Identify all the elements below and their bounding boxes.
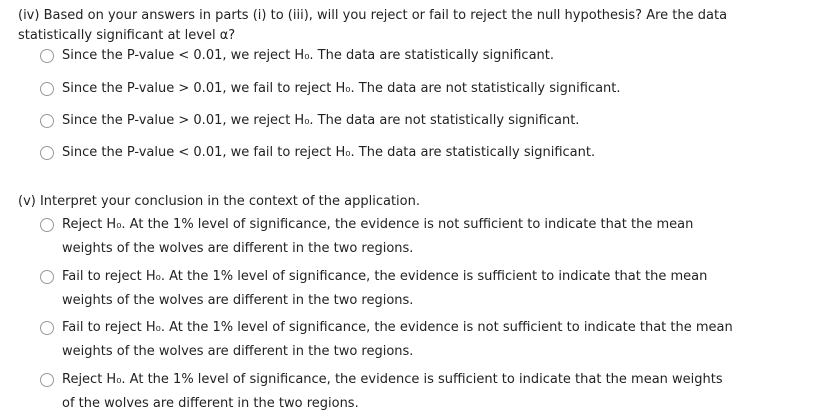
- radio-button[interactable]: [40, 321, 54, 335]
- q5-option-2-line1: Fail to reject H₀. At the 1% level of significance, the evidence is sufficient to indicate that the mean: [62, 269, 708, 284]
- question-iv-prompt: [18, 6, 818, 46]
- q5-option-1[interactable]: [40, 215, 820, 261]
- q5-option-4-label: [62, 368, 723, 416]
- question-iv-line1: (iv) Based on your answers in parts (i) to (iii), will you reject or fail to reject the null hypothesis? Are the data: [18, 8, 728, 23]
- radio-button[interactable]: [40, 218, 54, 232]
- q5-option-1-line2: weights of the wolves are different in the two regions.: [62, 241, 414, 256]
- radio-button[interactable]: [40, 146, 54, 160]
- q5-option-4-line2: of the wolves are different in the two regions.: [62, 396, 359, 411]
- q4-option-2-label: Since the P-value > 0.01, we fail to reject H₀. The data are not statistically significant.: [62, 81, 621, 96]
- q5-option-3-label: [62, 316, 733, 364]
- q5-option-3-line2: weights of the wolves are different in the two regions.: [62, 344, 414, 359]
- q5-option-4[interactable]: [40, 370, 820, 416]
- q5-option-3[interactable]: [40, 318, 820, 364]
- q5-option-2-line2: weights of the wolves are different in the two regions.: [62, 293, 414, 308]
- q4-option-1-label: Since the P-value < 0.01, we reject H₀. The data are statistically significant.: [62, 48, 555, 63]
- radio-button[interactable]: [40, 49, 54, 63]
- q5-option-2[interactable]: [40, 267, 820, 313]
- q4-option-4-label: Since the P-value < 0.01, we fail to reject H₀. The data are statistically significant.: [62, 145, 596, 160]
- q5-option-2-label: [62, 265, 707, 313]
- radio-button[interactable]: [40, 373, 54, 387]
- question-v-prompt: (v) Interpret your conclusion in the context of the application.: [18, 194, 420, 209]
- q4-option-3[interactable]: [40, 111, 820, 133]
- q5-option-3-line1: Fail to reject H₀. At the 1% level of significance, the evidence is not sufficient to indicate that the mean: [62, 320, 733, 335]
- q5-option-4-line1: Reject H₀. At the 1% level of significance, the evidence is sufficient to indicate that the mean weights: [62, 372, 723, 387]
- radio-button[interactable]: [40, 82, 54, 96]
- question-iv-line2: statistically significant at level α?: [18, 28, 236, 43]
- radio-button[interactable]: [40, 270, 54, 284]
- q4-option-4[interactable]: [40, 143, 820, 165]
- q5-option-1-line1: Reject H₀. At the 1% level of significance, the evidence is not sufficient to indicate that the mean: [62, 217, 694, 232]
- radio-button[interactable]: [40, 114, 54, 128]
- q4-option-3-label: Since the P-value > 0.01, we reject H₀. The data are not statistically significant.: [62, 113, 580, 128]
- q5-option-1-label: [62, 213, 693, 261]
- q4-option-1[interactable]: [40, 46, 820, 68]
- q4-option-2[interactable]: [40, 79, 820, 101]
